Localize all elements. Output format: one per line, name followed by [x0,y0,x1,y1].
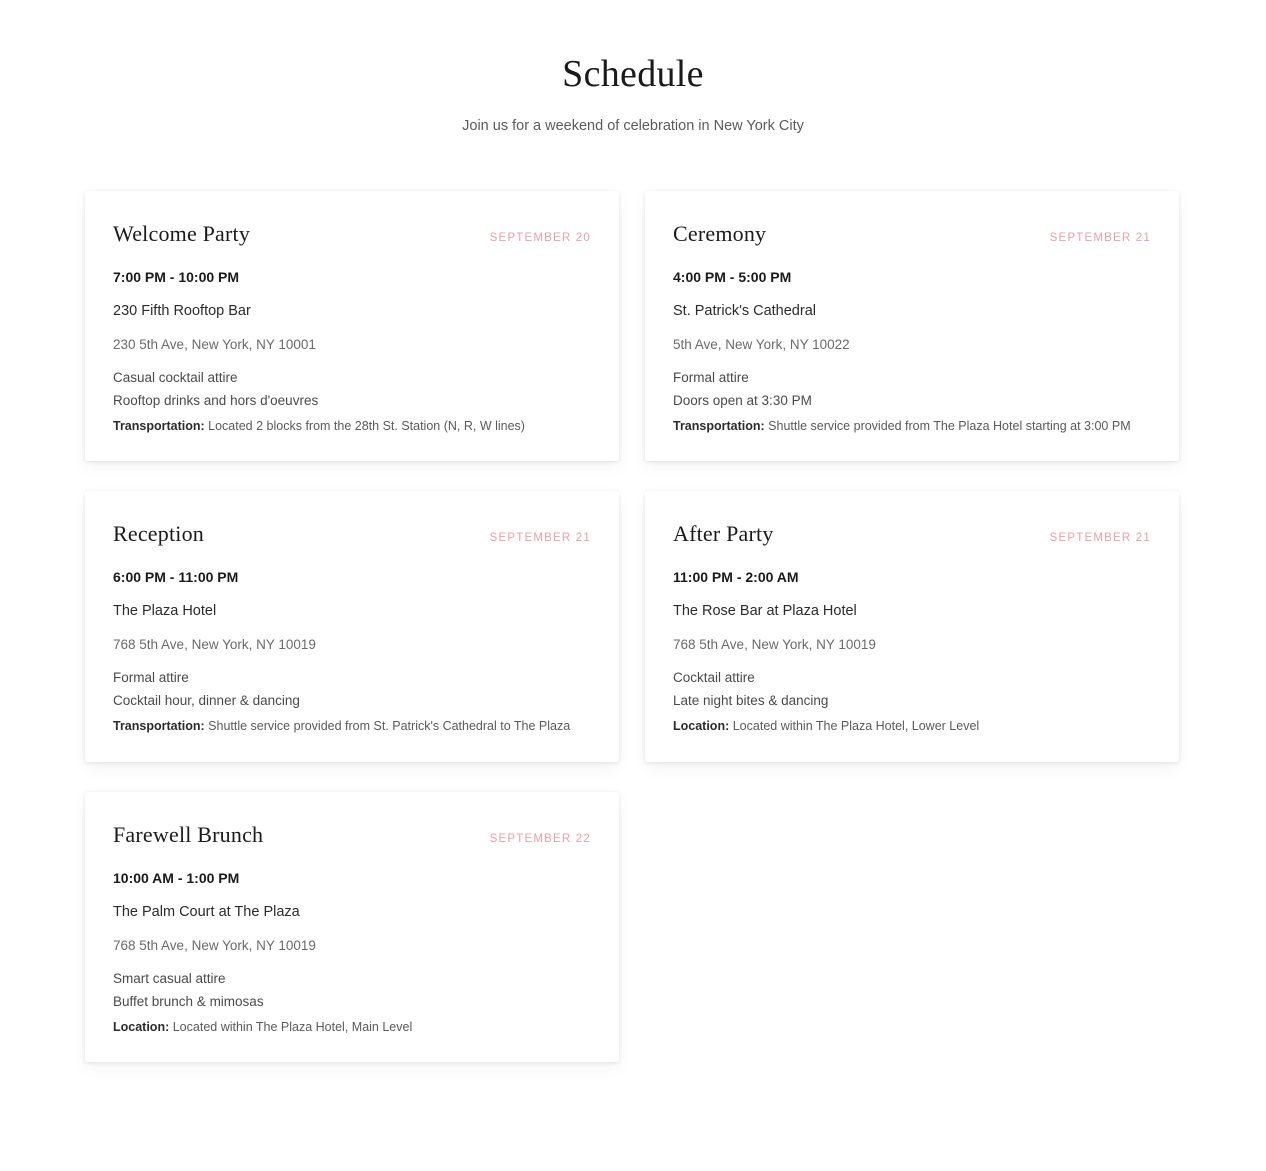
event-date: SEPTEMBER 20 [489,231,591,244]
event-card-header [113,221,591,247]
event-venue: The Palm Court at The Plaza [113,903,300,920]
event-note-text: Shuttle service provided from The Plaza Hotel starting at 3:00 PM [768,418,1131,433]
event-title: Ceremony [673,220,767,246]
event-note-label: Transportation: [113,719,205,734]
event-attire: Cocktail attire [673,670,755,686]
event-address: 230 5th Ave, New York, NY 10001 [113,336,316,352]
event-venue: St. Patrick's Cathedral [673,302,816,319]
event-attire: Formal attire [673,369,749,385]
event-title: Welcome Party [113,220,251,246]
event-title: After Party [673,521,774,547]
event-card-welcome-party [85,191,619,462]
event-title: Reception [113,521,204,547]
event-card-header [673,521,1151,547]
event-venue: The Rose Bar at Plaza Hotel [673,603,857,620]
event-address: 768 5th Ave, New York, NY 10019 [113,937,316,953]
event-note [673,418,1151,436]
event-detail: Cocktail hour, dinner & dancing [113,693,300,709]
event-address: 768 5th Ave, New York, NY 10019 [113,637,316,653]
event-detail: Doors open at 3:30 PM [673,392,812,408]
event-card-header [673,221,1151,247]
event-attire: Formal attire [113,670,189,686]
event-card-farewell-brunch [85,792,619,1063]
event-time: 11:00 PM - 2:00 AM [673,569,799,586]
event-note-label: Location: [673,719,730,734]
event-venue: The Plaza Hotel [113,603,217,620]
event-note [113,418,591,436]
event-note-text: Located within The Plaza Hotel, Main Level [172,1019,413,1034]
event-date: SEPTEMBER 21 [489,532,591,545]
event-detail: Late night bites & dancing [673,693,829,709]
event-note-label: Transportation: [113,418,205,433]
event-card-header [113,822,591,848]
page-subtitle: Join us for a weekend of celebration in New York City [462,117,804,134]
event-title: Farewell Brunch [113,821,264,847]
event-time: 7:00 PM - 10:00 PM [113,268,240,285]
event-note [673,718,1151,736]
event-date: SEPTEMBER 21 [1049,532,1151,545]
event-time: 6:00 PM - 11:00 PM [113,569,239,586]
event-date: SEPTEMBER 21 [1049,231,1151,244]
event-attire: Smart casual attire [113,970,226,986]
event-card-header [113,521,591,547]
event-venue: 230 Fifth Rooftop Bar [113,302,251,319]
event-card-ceremony [645,191,1179,462]
event-date: SEPTEMBER 22 [489,832,591,845]
event-note-text: Located 2 blocks from the 28th St. Station (N, R, W lines) [208,418,525,433]
event-detail: Buffet brunch & mimosas [113,993,264,1009]
event-note-text: Shuttle service provided from St. Patrick's Cathedral to The Plaza [208,719,571,734]
event-time: 10:00 AM - 1:00 PM [113,869,240,886]
event-card-after-party [645,491,1179,762]
event-attire: Casual cocktail attire [113,369,238,385]
event-note-text: Located within The Plaza Hotel, Lower Level [732,719,980,734]
event-time: 4:00 PM - 5:00 PM [673,268,792,285]
page-title: Schedule [562,53,704,95]
event-note-label: Transportation: [673,418,765,433]
event-detail: Rooftop drinks and hors d'oeuvres [113,392,319,408]
event-note [113,718,591,736]
page-header [0,52,1266,134]
event-card-reception [85,491,619,762]
event-address: 5th Ave, New York, NY 10022 [673,336,850,352]
event-address: 768 5th Ave, New York, NY 10019 [673,637,876,653]
event-note-label: Location: [113,1019,170,1034]
schedule-cards-grid [85,191,1181,1063]
event-note [113,1019,591,1037]
